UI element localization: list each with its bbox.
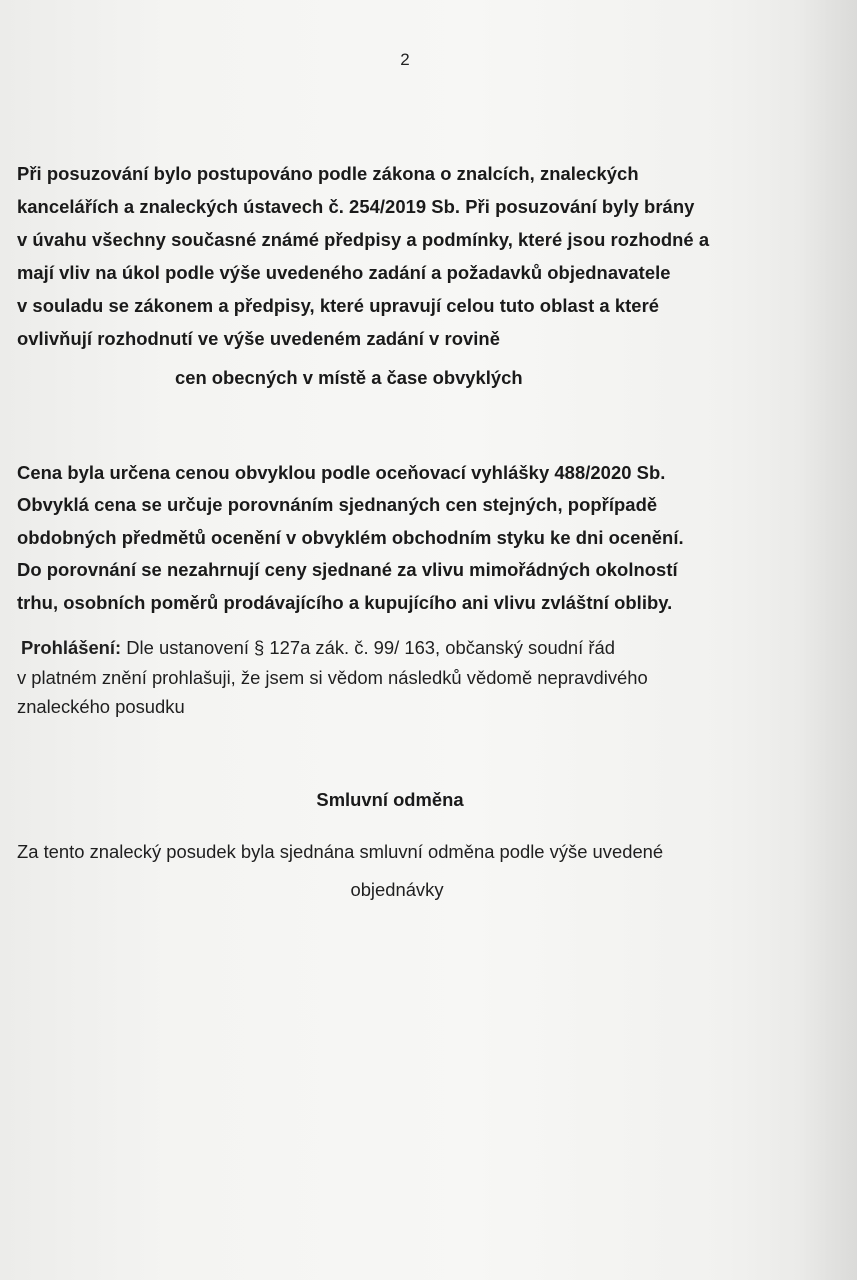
- paragraph-line: v úvahu všechny současné známé předpisy a podmínky, které jsou rozhodné a: [17, 229, 710, 250]
- paragraph-line: mají vliv na úkol podle výše uvedeného zadání a požadavků objednavatele: [17, 262, 671, 283]
- paragraph-line: kancelářích a znaleckých ústavech č. 254/2019 Sb. Při posuzování byly brány: [17, 196, 695, 217]
- legal-basis-paragraph: [17, 157, 817, 355]
- valuation-method-paragraph: [17, 457, 817, 619]
- declaration-text: Dle ustanovení § 127a zák. č. 99/ 163, občanský soudní řád: [121, 637, 615, 658]
- page-number: 2: [400, 50, 410, 69]
- declaration-label: Prohlášení:: [21, 637, 122, 658]
- paragraph-line: v platném znění prohlašuji, že jsem si vědom následků vědomě nepravdivého: [17, 666, 648, 688]
- paragraph-line: Při posuzování bylo postupováno podle zákona o znalcích, znaleckých: [17, 163, 639, 184]
- paragraph-line: trhu, osobních poměrů prodávajícího a kupujícího ani vlivu zvláštní obliby.: [17, 591, 673, 613]
- reward-paragraph: [17, 831, 777, 907]
- paragraph-line: v souladu se zákonem a předpisy, které upravují celou tuto oblast a které: [17, 295, 660, 316]
- paragraph-line: ovlivňují rozhodnutí ve výše uvedeném zadání v rovině: [17, 328, 500, 349]
- paragraph-line: Obvyklá cena se určuje porovnáním sjednaných cen stejných, popřípadě: [17, 494, 658, 516]
- reward-heading: Smluvní odměna: [316, 789, 464, 810]
- declaration-paragraph: [17, 633, 817, 722]
- paragraph-line: znaleckého posudku: [17, 696, 185, 717]
- paragraph-line: Cena byla určena cenou obvyklou podle oceňovací vyhlášky 488/2020 Sb.: [17, 462, 666, 483]
- paragraph-line: obdobných předmětů ocenění v obvyklém obchodním styku ke dni ocenění.: [17, 526, 684, 548]
- declaration-first-line: [17, 633, 817, 663]
- paragraph-line: objednávky: [350, 879, 444, 900]
- price-level-line: cen obecných v místě a čase obvyklých: [175, 367, 523, 388]
- paragraph-line: Do porovnání se nezahrnují ceny sjednané za vlivu mimořádných okolností: [17, 559, 678, 581]
- paragraph-line: Za tento znalecký posudek byla sjednána smluvní odměna podle výše uvedené: [17, 841, 664, 862]
